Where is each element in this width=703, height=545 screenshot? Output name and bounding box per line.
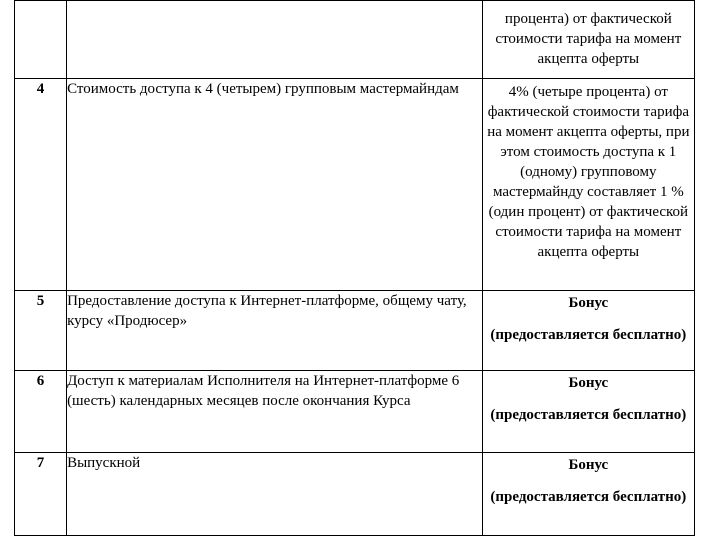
table-row [15, 453, 695, 536]
bonus-note: (предоставляется бесплатно) [490, 327, 687, 343]
row-price: 4% (четыре процента) от фактической стоимости тарифа на момент акцепта оферты, при этом стоимость доступа к 1 (одному) групповому мастермайнду составляет 1 % (один процент) от фактической стоимости тарифа на момент акцепта оферты [482, 79, 694, 291]
bonus-label: Бонус [568, 295, 609, 311]
bonus-label: Бонус [568, 375, 609, 391]
row-number: 4 [15, 79, 67, 291]
row-description: Выпускной [67, 453, 483, 536]
row-description: Предоставление доступа к Интернет-платформе, общему чату, курсу «Продюсер» [67, 291, 483, 371]
row-number: 5 [15, 291, 67, 371]
bonus-label: Бонус [568, 457, 609, 473]
table-row [15, 1, 695, 79]
row-price [482, 453, 694, 536]
row-number [15, 1, 67, 79]
table-row [15, 291, 695, 371]
row-description: Стоимость доступа к 4 (четырем) групповым мастермайндам [67, 79, 483, 291]
row-price: процента) от фактической стоимости тарифа на момент акцепта оферты [482, 1, 694, 79]
table-row [15, 371, 695, 453]
row-price [482, 291, 694, 371]
row-description: Доступ к материалам Исполнителя на Интернет-платформе 6 (шесть) календарных месяцев после окончания Курса [67, 371, 483, 453]
row-price [482, 371, 694, 453]
tariff-table [14, 0, 695, 536]
bonus-note: (предоставляется бесплатно) [490, 489, 687, 505]
bonus-note: (предоставляется бесплатно) [490, 407, 687, 423]
row-description [67, 1, 483, 79]
row-number: 7 [15, 453, 67, 536]
table-row [15, 79, 695, 291]
row-number: 6 [15, 371, 67, 453]
